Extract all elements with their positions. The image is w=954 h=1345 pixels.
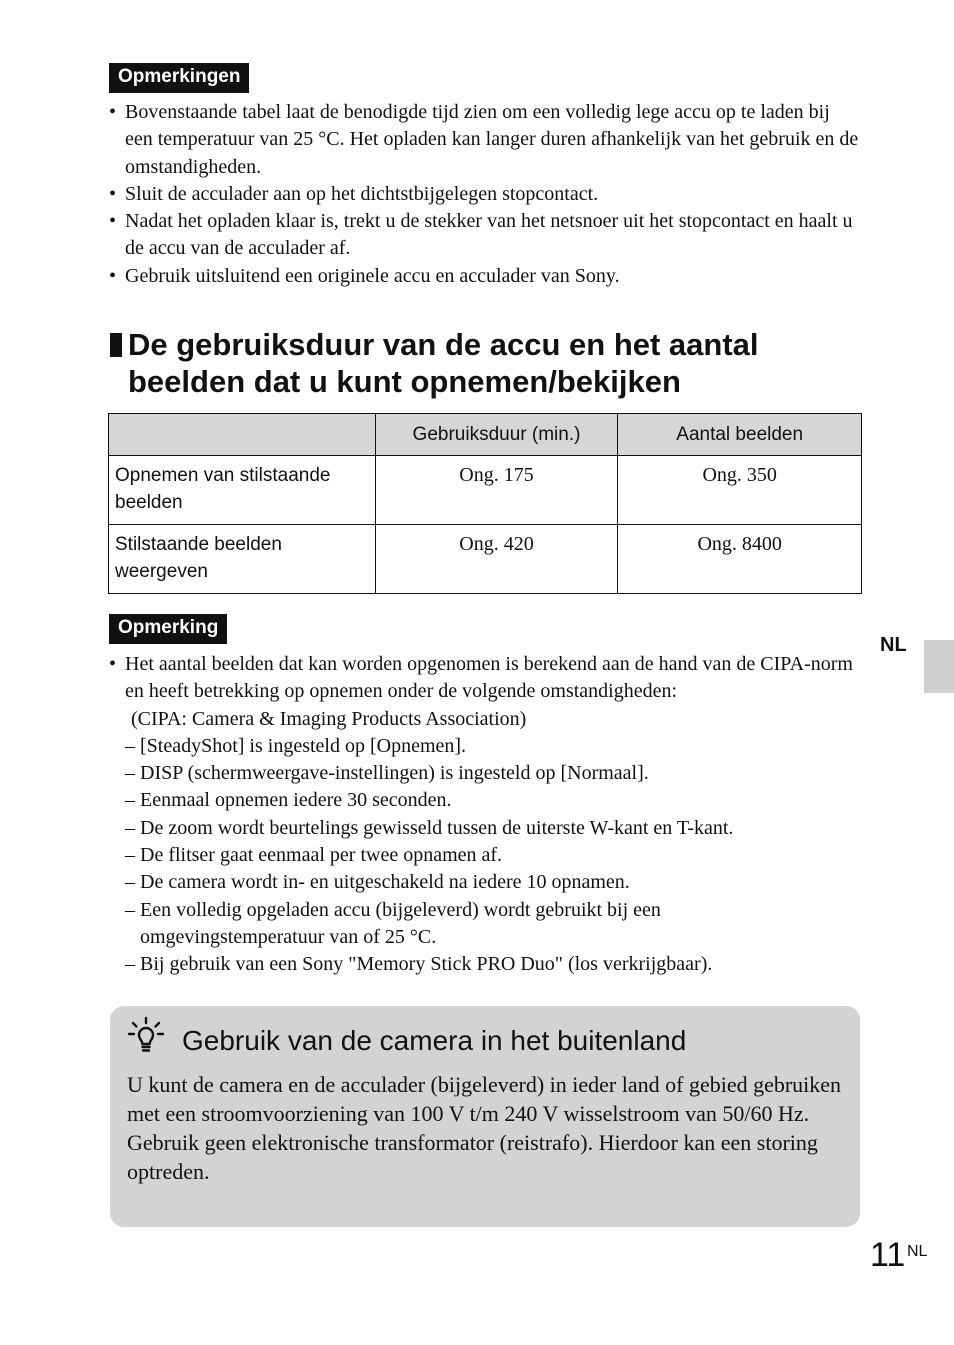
list-item: • Gebruik uitsluitend een originele accu en acculader van Sony. (109, 264, 620, 287)
lightbulb-icon (126, 1016, 166, 1061)
note-text: DISP (schermweergave-instellingen) is ingesteld op [Normaal]. (140, 762, 649, 785)
list-item: – Een volledig opgeladen accu (bijgeleverd) wordt gebruikt bij een omgevingstemperatuur van of 25 °C. (125, 898, 661, 948)
note-text: Het aantal beelden dat kan worden opgenomen is berekend aan de hand van de CIPA-norm en heeft betrekking op opnemen onder de volgende omstandigheden: (125, 653, 853, 703)
tip-paragraph: Gebruik geen elektronische transformator (reistrafo). Hierdoor kan een storing optreden. (127, 1130, 818, 1184)
language-tab (924, 640, 954, 693)
note-text: Bovenstaande tabel laat de benodigde tijd zien om een volledig lege accu op te laden bij een temperatuur van 25 °C. Het opladen kan langer duren afhankelijk van het gebruik en de omstandigheden. (125, 101, 859, 178)
list-item: • Bovenstaande tabel laat de benodigde tijd zien om een volledig lege accu op te laden bij een temperatuur van 25 °C. Het opladen kan langer duren afhankelijk van het gebruik en de omstandigheden. (109, 101, 859, 178)
table-header: Aantal beelden (618, 414, 862, 456)
page-number-suffix: NL (907, 1243, 928, 1260)
list-item: – De flitser gaat eenmaal per twee opnamen af. (125, 844, 503, 867)
note-text: Bij gebruik van een Sony "Memory Stick PRO Duo" (los verkrijgbaar). (140, 953, 713, 976)
table-cell: Ong. 8400 (618, 525, 862, 594)
notes-tag: Opmerkingen (109, 63, 249, 93)
table-cell: Ong. 350 (618, 456, 862, 525)
table-cell: Ong. 175 (375, 456, 618, 525)
list-item (109, 706, 861, 733)
list-item: • Het aantal beelden dat kan worden opgenomen is berekend aan de hand van de CIPA-norm en heeft betrekking op opnemen onder de volgende omstandigheden: (109, 653, 853, 703)
list-item: • Sluit de acculader aan op het dichtstbijgelegen stopcontact. (109, 182, 599, 205)
note-text: Nadat het opladen klaar is, trekt u de stekker van het netsnoer uit het stopcontact en haalt u de accu van de acculader af. (125, 210, 853, 260)
tip-box (110, 1006, 860, 1227)
table-header-row (109, 414, 862, 456)
table-header: Gebruiksduur (min.) (375, 414, 618, 456)
table-row (109, 456, 862, 525)
list-item: – [SteadyShot] is ingesteld op [Opnemen]. (125, 734, 467, 757)
table-header (109, 414, 376, 456)
note-body (109, 651, 861, 979)
note-tag: Opmerking (109, 614, 227, 644)
table-cell: Ong. 420 (375, 525, 618, 594)
note-text: [SteadyShot] is ingesteld op [Opnemen]. (140, 734, 467, 757)
list-item: – Eenmaal opnemen iedere 30 seconden. (125, 789, 452, 812)
list-item: • Nadat het opladen klaar is, trekt u de stekker van het netsnoer uit het stopcontact en haalt u de accu van de acculader af. (109, 210, 853, 260)
note-text: De camera wordt in- en uitgeschakeld na iedere 10 opnamen. (140, 871, 630, 894)
list-item: – De camera wordt in- en uitgeschakeld na iedere 10 opnamen. (125, 871, 630, 894)
table-cell: Stilstaande beelden weergeven (109, 525, 376, 594)
tip-paragraph: U kunt de camera en de acculader (bijgeleverd) in ieder land of gebied gebruiken met een stroomvoorziening van 100 V t/m 240 V wisselstroom van 50/60 Hz. (127, 1072, 842, 1126)
table-cell: Opnemen van stilstaande beelden (109, 456, 376, 525)
notes-list (109, 99, 861, 290)
note-text: Eenmaal opnemen iedere 30 seconden. (140, 789, 452, 812)
list-item: – DISP (schermweergave-instellingen) is ingesteld op [Normaal]. (125, 762, 649, 785)
list-item: – Bij gebruik van een Sony "Memory Stick PRO Duo" (los verkrijgbaar). (125, 953, 713, 976)
language-label: NL (880, 634, 907, 656)
note-text: Sluit de acculader aan op het dichtstbijgelegen stopcontact. (125, 182, 599, 205)
note-text: De flitser gaat eenmaal per twee opnamen af. (140, 844, 503, 867)
tip-title: Gebruik van de camera in het buitenland (182, 1025, 687, 1056)
list-item: – De zoom wordt beurtelings gewisseld tussen de uiterste W-kant en T-kant. (125, 816, 734, 839)
note-text: (CIPA: Camera & Imaging Products Association) (131, 707, 527, 730)
note-text: Een volledig opgeladen accu (bijgeleverd) wordt gebruikt bij een omgevingstemperatuur van of 25 °C. (140, 898, 661, 948)
page-number: 11 (870, 1236, 906, 1274)
table-row (109, 525, 862, 594)
note-text: De zoom wordt beurtelings gewisseld tussen de uiterste W-kant en T-kant. (140, 816, 734, 839)
tip-text (127, 1070, 847, 1186)
section-title-line: beelden dat u kunt opnemen/bekijken (128, 364, 681, 399)
section-title-line: De gebruiksduur van de accu en het aantal (128, 327, 759, 362)
note-text: Gebruik uitsluitend een originele accu en acculader van Sony. (125, 264, 620, 287)
battery-table (108, 413, 862, 594)
section-title (108, 326, 759, 400)
